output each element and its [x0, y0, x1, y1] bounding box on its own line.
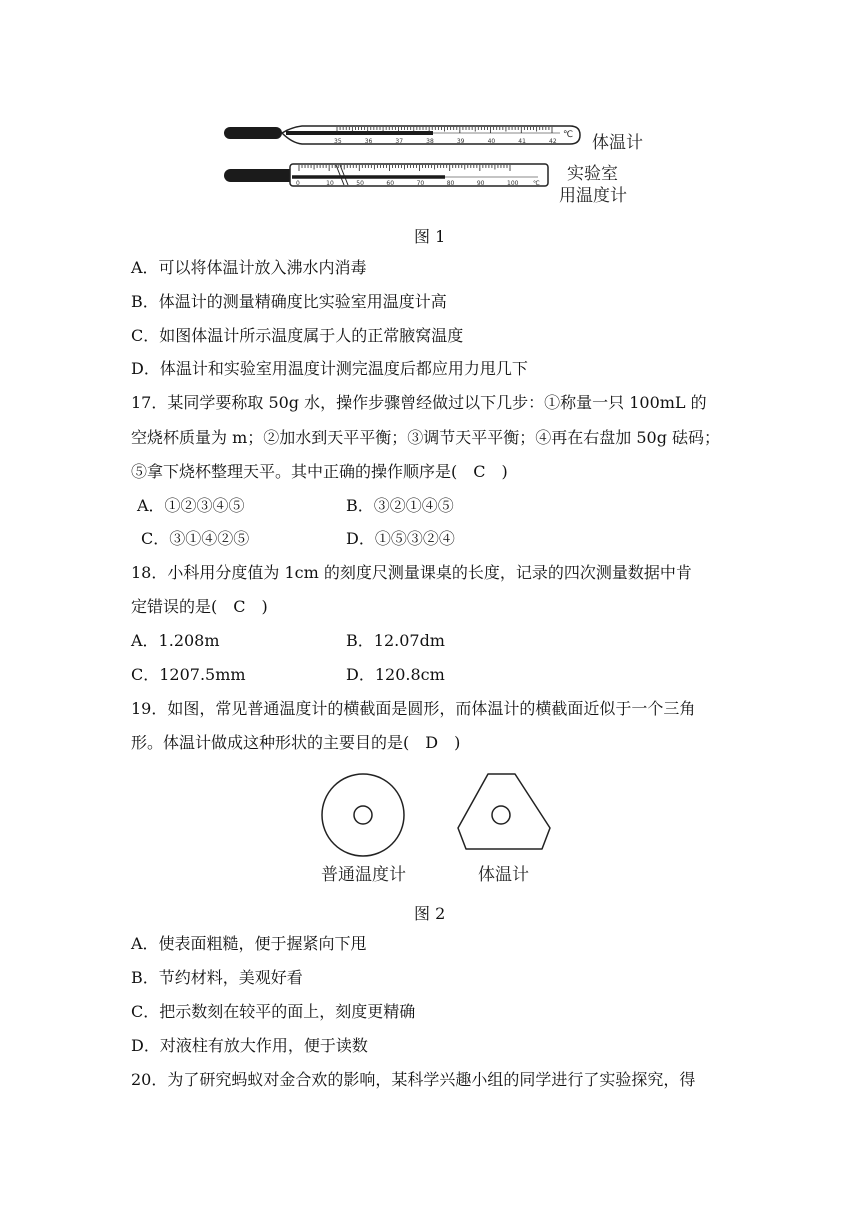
lab-thermometer-label-line2: 用温度计	[559, 186, 627, 206]
lab-scale-tick-label: 60	[386, 180, 395, 187]
q17-line-3: ⑤拿下烧杯整理天平。其中正确的操作顺序是( C )	[131, 462, 508, 481]
normal-thermometer-label: 普通温度计	[321, 865, 406, 885]
q19-option-d: D．对液柱有放大作用，便于读数	[131, 1036, 368, 1055]
lab-scale-tick-label: 100	[507, 180, 519, 187]
lab-scale-tick-label: 0	[296, 180, 300, 187]
lab-scale-tick-label: 10	[326, 180, 334, 187]
q16-option-a: A．可以将体温计放入沸水内消毒	[131, 258, 367, 277]
lab-thermometer-label-line1: 实验室	[567, 164, 618, 184]
q16-option-d: D．体温计和实验室用温度计测完温度后都应用力甩几下	[131, 359, 528, 378]
body-scale-tick-label: 41	[518, 138, 526, 145]
q18-line-2: 定错误的是( C )	[131, 597, 268, 616]
lab-scale-tick-label: 80	[446, 180, 455, 187]
q17-line-2: 空烧杯质量为 m；②加水到天平平衡；③调节天平平衡；④再在右盘加 50g 砝码；	[131, 428, 721, 447]
q17-option-a: A．①②③④⑤	[137, 496, 245, 515]
body-scale-tick-label: 35	[334, 138, 342, 145]
q18-option-b: B．12.07dm	[346, 631, 445, 650]
q17-option-c: C．③①④②⑤	[141, 529, 250, 548]
body-thermometer-label: 体温计	[592, 133, 643, 153]
q20-line-1: 20．为了研究蚂蚁对金合欢的影响，某科学兴趣小组的同学进行了实验探究，得	[131, 1070, 696, 1089]
q17-option-d: D．①⑤③②④	[346, 529, 455, 548]
body-thermometer-drawing	[224, 126, 580, 145]
figure-2-caption: 图 2	[414, 904, 446, 923]
body-scale-tick-label: 37	[395, 138, 404, 145]
body-scale-tick-label: 39	[456, 138, 465, 145]
q19-option-c: C．把示数刻在较平的面上，刻度更精确	[131, 1002, 416, 1021]
lab-scale-tick-label: 70	[416, 180, 425, 187]
q17-line-1: 17．某同学要称取 50g 水，操作步骤曾经做过以下几步：①称量一只 100mL 的	[131, 393, 707, 412]
q19-line-1: 19．如图，常见普通温度计的横截面是圆形，而体温计的横截面近似于一个三角	[131, 699, 696, 718]
lab-scale-tick-label: 90	[476, 180, 485, 187]
q16-option-b: B．体温计的测量精确度比实验室用温度计高	[131, 292, 447, 311]
figure-1-caption: 图 1	[414, 227, 446, 246]
figure-2	[310, 768, 560, 868]
q19-option-a: A．使表面粗糙，便于握紧向下甩	[131, 934, 367, 953]
body-scale-tick-label: 42	[549, 138, 557, 145]
normal-thermometer-bore	[354, 806, 372, 824]
body-thermometer-bore	[492, 806, 510, 824]
q18-option-c: C．1207.5mm	[131, 665, 246, 684]
q19-line-2: 形。体温计做成这种形状的主要目的是( D )	[131, 733, 461, 752]
cross-sections-illustration	[310, 768, 560, 868]
lab-unit: ℃	[533, 180, 540, 187]
body-unit: ℃	[563, 130, 574, 140]
lab-scale-tick-label: 50	[356, 180, 364, 187]
q19-option-b: B．节约材料，美观好看	[131, 968, 303, 987]
body-scale-tick-label: 40	[487, 138, 496, 145]
q17-option-b: B．③②①④⑤	[346, 496, 454, 515]
q18-line-1: 18．小科用分度值为 1cm 的刻度尺测量课桌的长度，记录的四次测量数据中肯	[131, 563, 692, 582]
q16-option-c: C．如图体温计所示温度属于人的正常腋窝温度	[131, 326, 464, 345]
body-thermometer-section-label: 体温计	[478, 865, 529, 885]
body-scale-tick-label: 36	[364, 138, 373, 145]
lab-thermometer-drawing	[224, 162, 550, 188]
q18-option-a: A．1.208m	[131, 631, 220, 650]
body-scale-tick-label: 38	[426, 138, 434, 145]
q18-option-d: D．120.8cm	[346, 665, 445, 684]
